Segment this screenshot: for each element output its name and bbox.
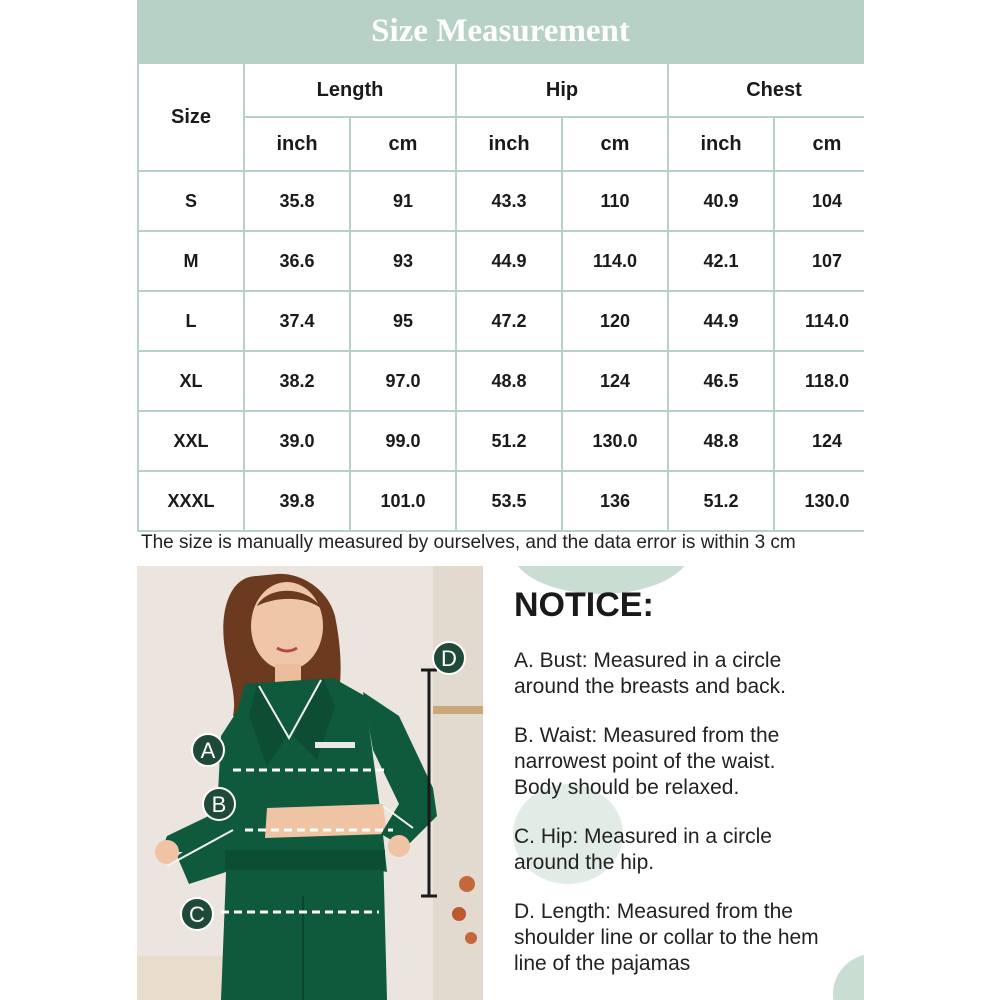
value-cell: 40.9	[668, 171, 774, 231]
value-cell: 110	[562, 171, 668, 231]
size-cell: XXL	[138, 411, 244, 471]
table-row	[138, 471, 864, 531]
page-title: Size Measurement	[371, 12, 630, 49]
value-cell: 39.8	[244, 471, 350, 531]
value-cell: 43.3	[456, 171, 562, 231]
value-cell: 46.5	[668, 351, 774, 411]
value-cell: 130.0	[774, 471, 864, 531]
value-cell: 136	[562, 471, 668, 531]
value-cell: 99.0	[350, 411, 456, 471]
size-table	[137, 62, 864, 532]
group-header-chest: Chest	[668, 63, 864, 117]
value-cell: 124	[774, 411, 864, 471]
value-cell: 93	[350, 231, 456, 291]
table-row	[138, 411, 864, 471]
marker-a-label: A	[200, 738, 216, 763]
table-unit-row	[138, 117, 864, 171]
value-cell: 53.5	[456, 471, 562, 531]
table-row	[138, 171, 864, 231]
value-cell: 44.9	[668, 291, 774, 351]
size-cell: S	[138, 171, 244, 231]
value-cell: 38.2	[244, 351, 350, 411]
value-cell: 97.0	[350, 351, 456, 411]
unit-header: inch	[456, 117, 562, 171]
size-chart-sheet	[137, 0, 864, 1000]
unit-header: cm	[350, 117, 456, 171]
value-cell: 48.8	[668, 411, 774, 471]
table-row	[138, 291, 864, 351]
measurement-footnote: The size is manually measured by ourselves, and the data error is within 3 cm	[141, 532, 796, 553]
marker-a	[192, 734, 224, 766]
value-cell: 120	[562, 291, 668, 351]
value-cell: 118.0	[774, 351, 864, 411]
table-row	[138, 231, 864, 291]
value-cell: 91	[350, 171, 456, 231]
notice-item-waist: B. Waist: Measured from the narrowest point of the waist. Body should be relaxed.	[514, 724, 780, 799]
value-cell: 36.6	[244, 231, 350, 291]
size-cell: XXXL	[138, 471, 244, 531]
value-cell: 39.0	[244, 411, 350, 471]
value-cell: 107	[774, 231, 864, 291]
value-cell: 48.8	[456, 351, 562, 411]
table-header-row	[138, 63, 864, 117]
marker-c	[181, 898, 213, 930]
size-cell: L	[138, 291, 244, 351]
size-cell: XL	[138, 351, 244, 411]
value-cell: 42.1	[668, 231, 774, 291]
notice-title: NOTICE:	[514, 586, 654, 624]
size-cell: M	[138, 231, 244, 291]
title-bar	[137, 0, 864, 62]
marker-b-label: B	[211, 792, 227, 817]
value-cell: 130.0	[562, 411, 668, 471]
unit-header: cm	[774, 117, 864, 171]
unit-header: inch	[668, 117, 774, 171]
unit-header: cm	[562, 117, 668, 171]
value-cell: 37.4	[244, 291, 350, 351]
value-cell: 44.9	[456, 231, 562, 291]
notice-item-bust: A. Bust: Measured in a circle around the breasts and back.	[514, 649, 787, 698]
marker-d-label: D	[441, 646, 457, 671]
value-cell: 114.0	[774, 291, 864, 351]
value-cell: 51.2	[456, 411, 562, 471]
notice-item-length: D. Length: Measured from the shoulder line or collar to the hem line of the pajamas	[514, 900, 819, 975]
value-cell: 35.8	[244, 171, 350, 231]
size-header: Size	[138, 63, 244, 171]
marker-c-label: C	[189, 902, 205, 927]
marker-d	[433, 642, 465, 674]
value-cell: 47.2	[456, 291, 562, 351]
group-header-hip: Hip	[456, 63, 668, 117]
value-cell: 95	[350, 291, 456, 351]
model-illustration	[137, 566, 483, 1000]
table-row	[138, 351, 864, 411]
notice-panel	[483, 566, 864, 1000]
value-cell: 101.0	[350, 471, 456, 531]
group-header-length: Length	[244, 63, 456, 117]
measurement-photo	[137, 566, 483, 1000]
value-cell: 114.0	[562, 231, 668, 291]
value-cell: 104	[774, 171, 864, 231]
value-cell: 51.2	[668, 471, 774, 531]
value-cell: 124	[562, 351, 668, 411]
notice-item-hip: C. Hip: Measured in a circle around the hip.	[514, 825, 772, 874]
unit-header: inch	[244, 117, 350, 171]
marker-b	[203, 788, 235, 820]
